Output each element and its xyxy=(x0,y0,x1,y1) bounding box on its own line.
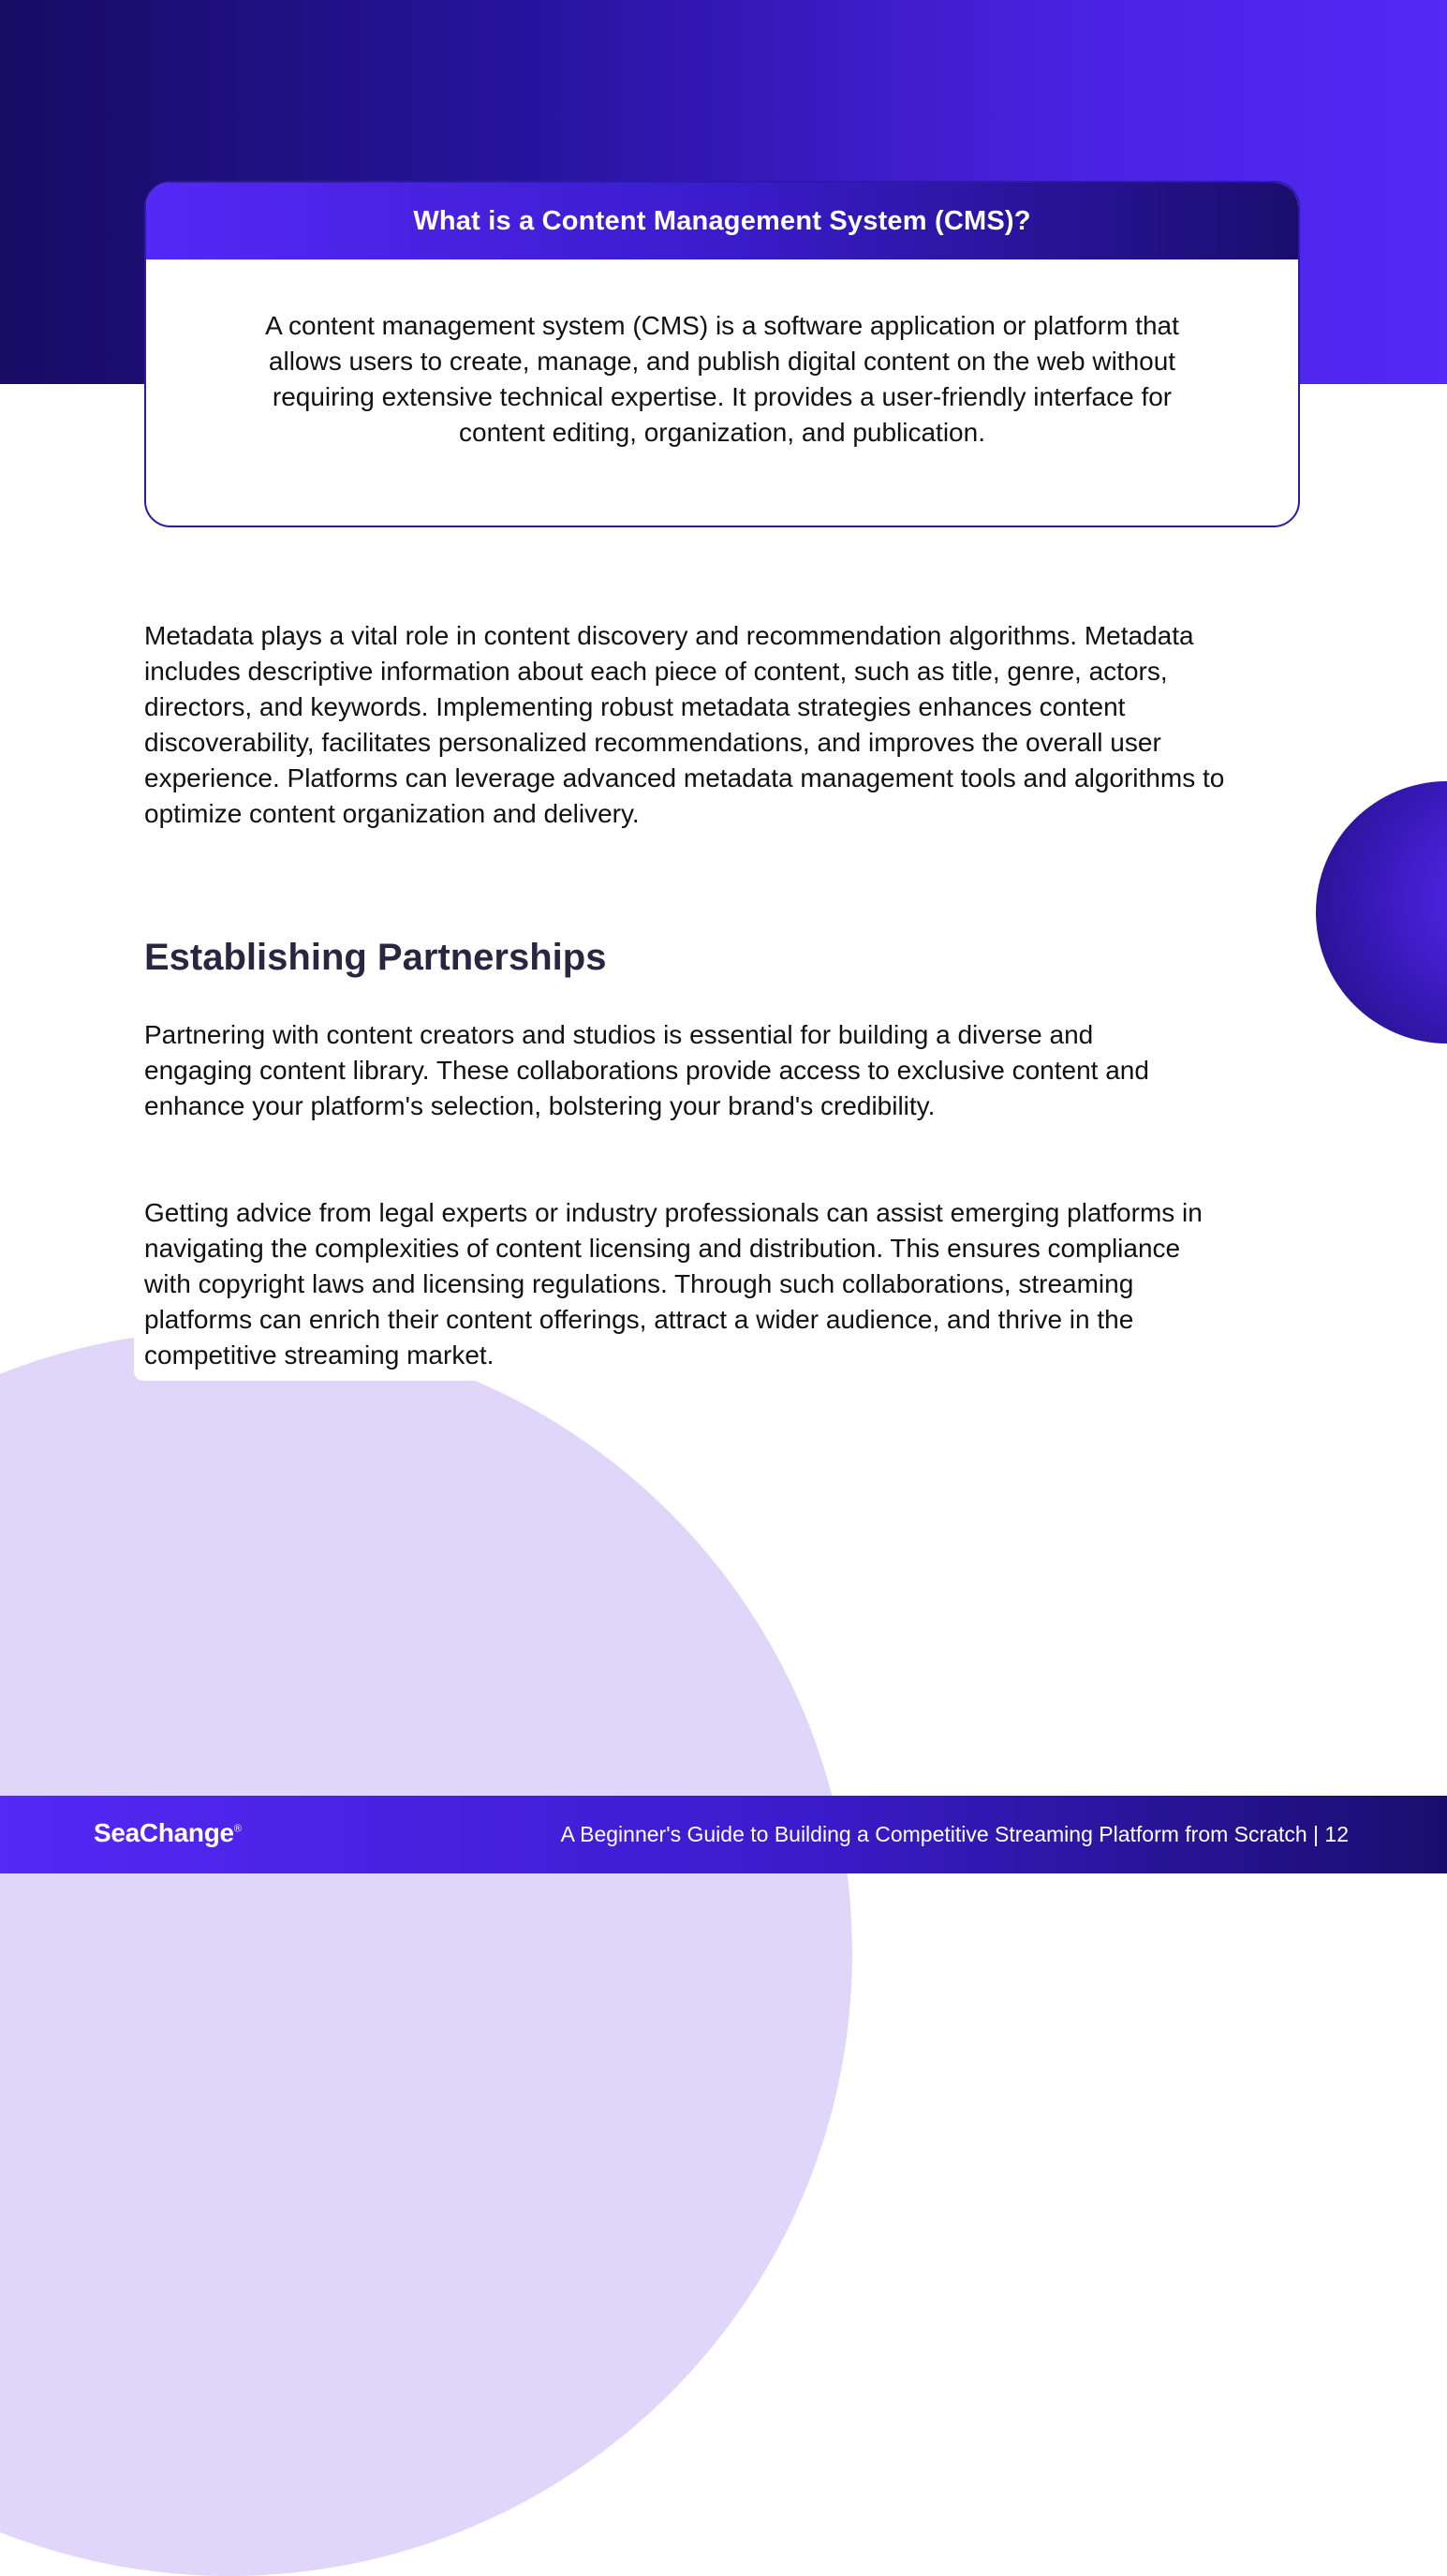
cms-definition-card xyxy=(144,181,1300,527)
section-heading-partnerships: Establishing Partnerships xyxy=(144,937,607,978)
seachange-logo xyxy=(94,1818,242,1848)
partnerships-paragraph-1: Partnering with content creators and studios is essential for building a diverse and engaging content library. These collaborations provide access to exclusive content and enhance your platform's selection, bolstering your brand's credibility. xyxy=(144,1020,1149,1120)
cms-card-body: A content management system (CMS) is a software application or platform that allows users to create, manage, and publish digital content on the web without requiring extensive technical expertise. It provides a user-friendly interface for content editing, organization, and publication. xyxy=(265,311,1179,447)
decorative-violet-circle xyxy=(1316,781,1447,1044)
partnerships-paragraph-2: Getting advice from legal experts or industry professionals can assist emerging platforms in navigating the complexities of content licensing and distribution. This ensures compliance with copyright laws and licensing regulations. Through such collaborations, streaming platforms can enrich their content offerings, attract a wider audience, and thrive in the competitive streaming market. xyxy=(144,1198,1203,1369)
cms-card-title: What is a Content Management System (CMS)? xyxy=(146,183,1298,259)
logo-text: SeaChange xyxy=(94,1818,234,1847)
registered-mark: ® xyxy=(233,1823,242,1835)
page-footer xyxy=(0,1796,1447,1873)
footer-caption: A Beginner's Guide to Building a Competitive Streaming Platform from Scratch | 12 xyxy=(560,1822,1349,1846)
decorative-lilac-circle xyxy=(0,1330,852,2576)
metadata-paragraph: Metadata plays a vital role in content discovery and recommendation algorithms. Metadata includes descriptive information about each piece of content, such as title, genre, actors, directors, and keywords. Implementing robust metadata strategies enhances content discoverability, facilitates personalized recommendations, and improves the overall user experience. Platforms can leverage advanced metadata management tools and algorithms to optimize content organization and delivery. xyxy=(144,621,1225,828)
